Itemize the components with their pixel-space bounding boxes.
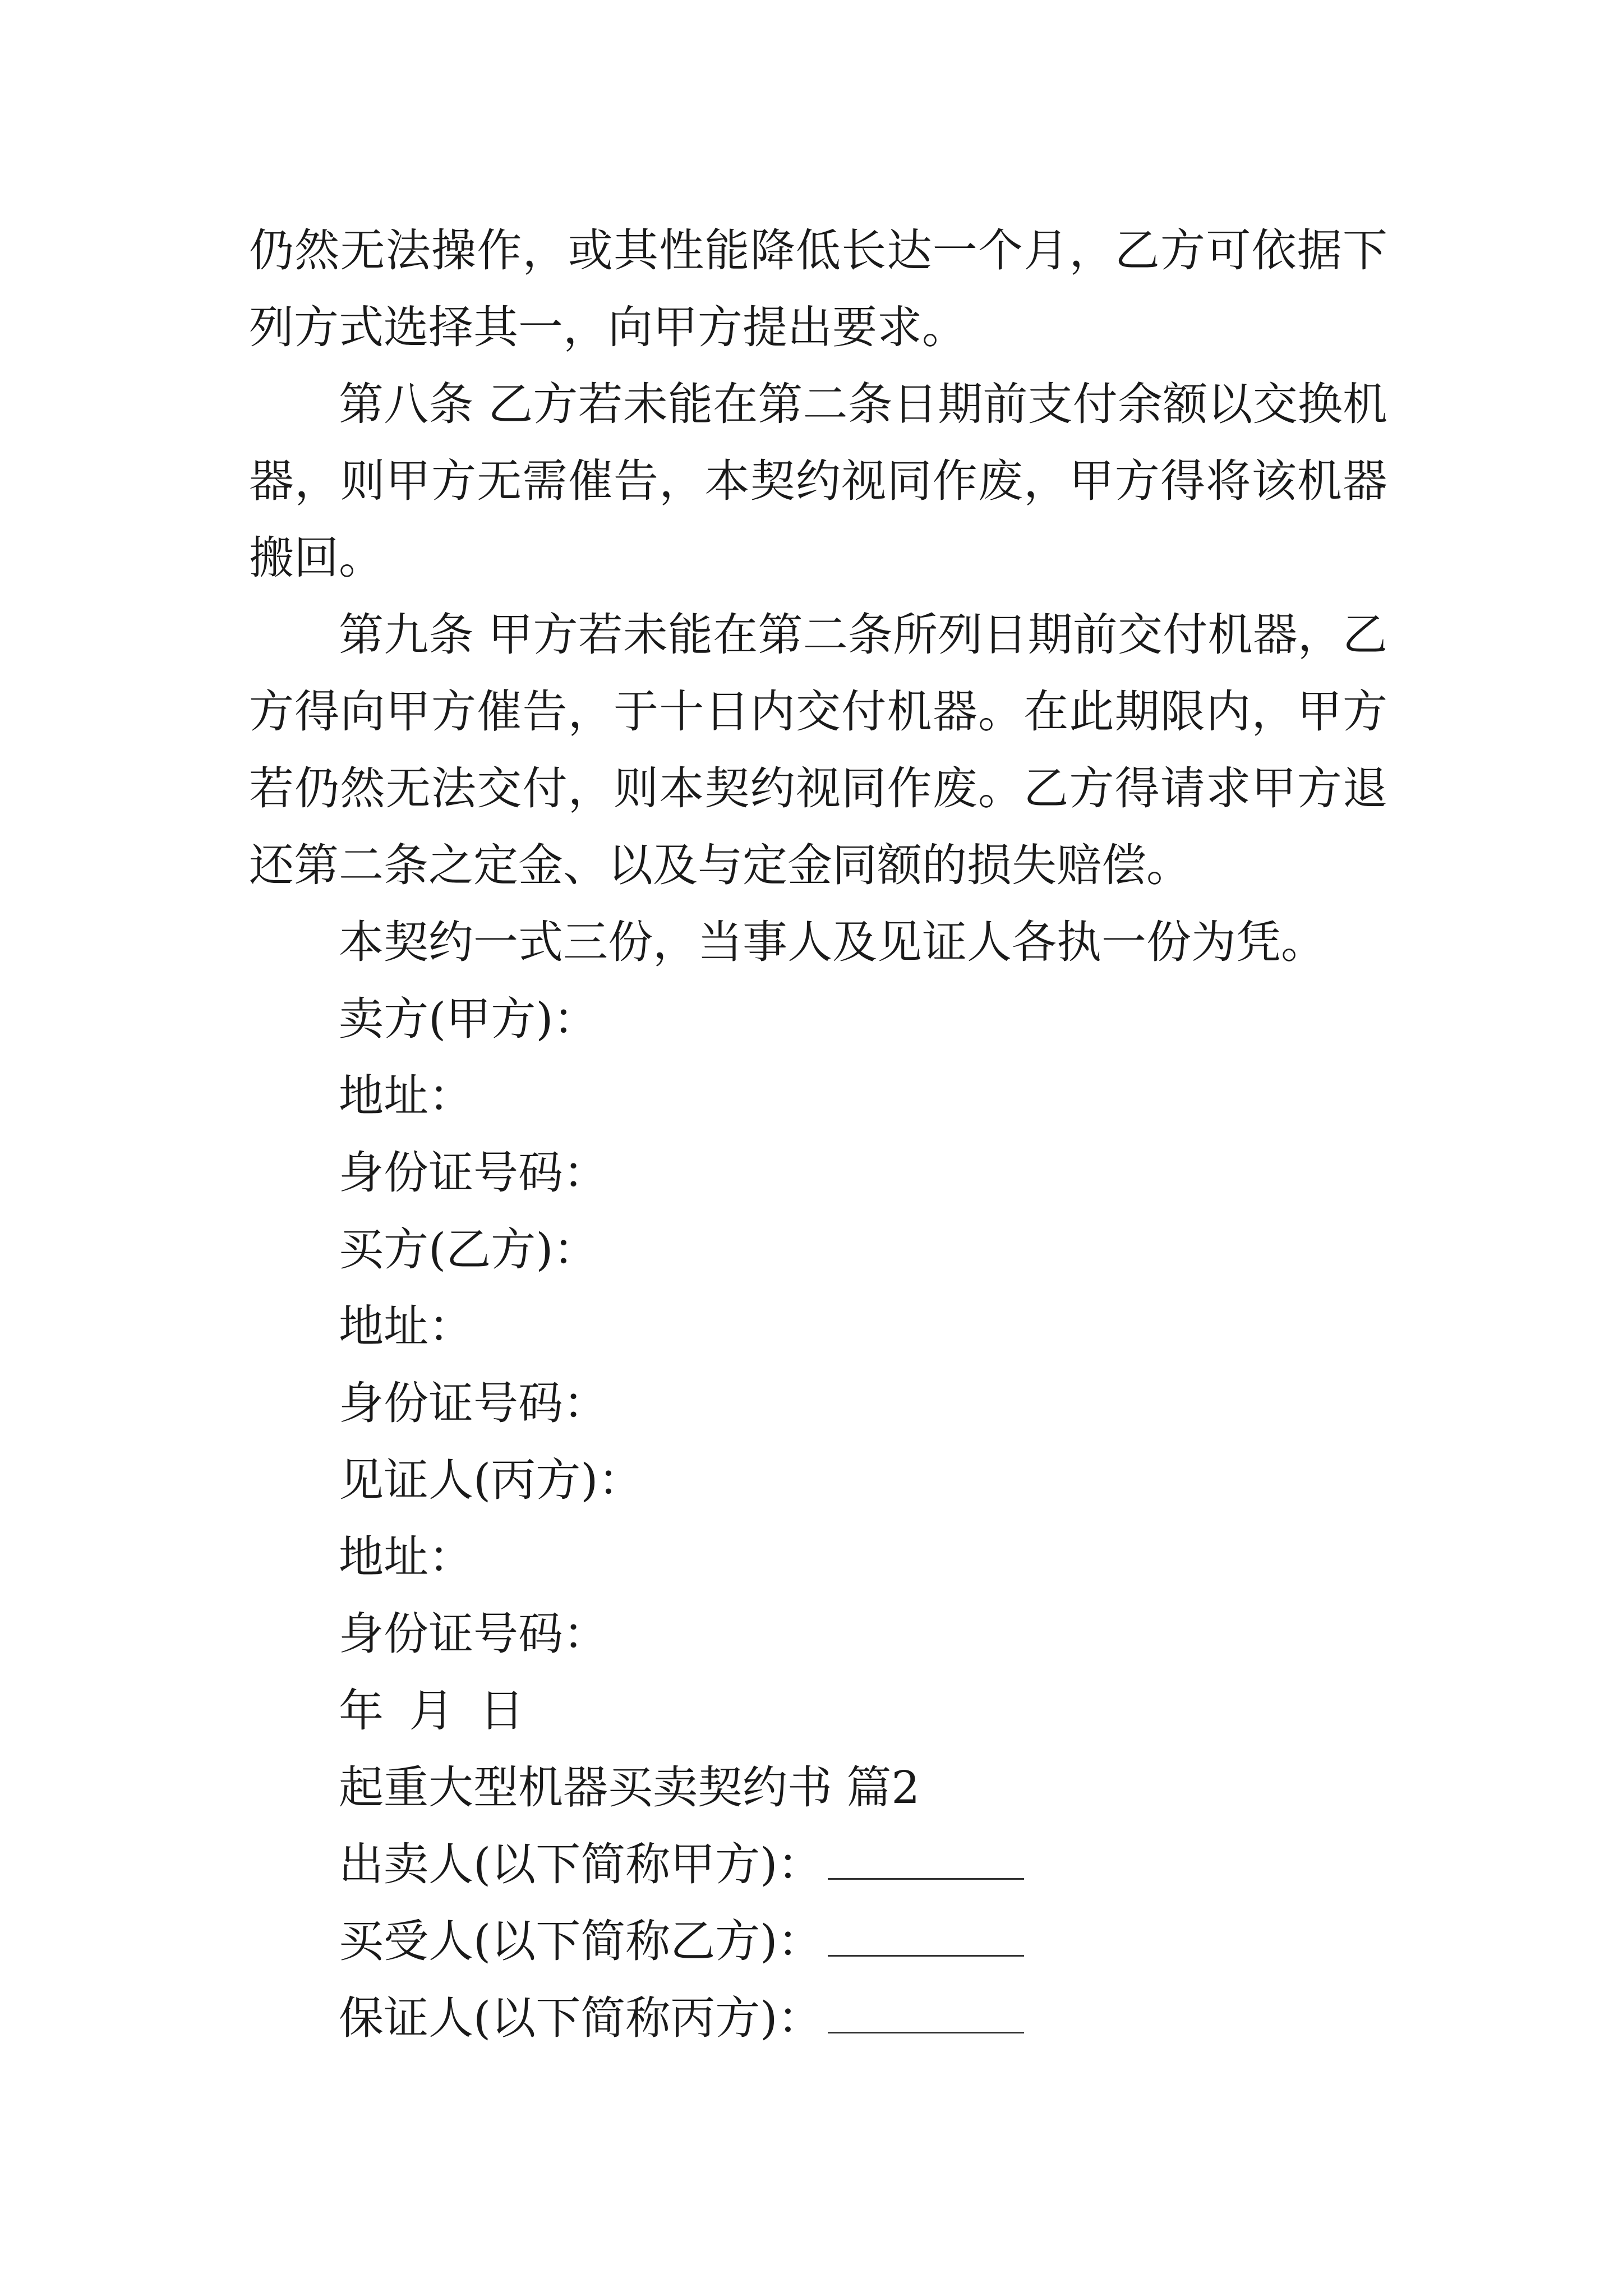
paragraph-continuation: 仍然无法操作，或其性能降低长达一个月，乙方可依据下列方式选择其一，向甲方提出要求。 (249, 224, 1387, 353)
party-b-blank (828, 1910, 1024, 1957)
seller-address-label: 地址： (339, 1070, 473, 1122)
party-b-label: 买受人(以下简称乙方)： (339, 1915, 823, 1967)
buyer-id-label: 身份证号码： (339, 1377, 608, 1429)
party-c-blank (828, 1987, 1024, 2033)
document-body (249, 212, 1387, 2056)
seller-id-label: 身份证号码： (339, 1147, 608, 1199)
party-a-blank (828, 1833, 1024, 1880)
party-c-row (249, 1980, 1387, 2056)
party-c-label: 保证人(以下简称丙方)： (339, 1992, 823, 2044)
buyer-label: 买方(乙方)： (339, 1223, 598, 1276)
witness-address-label: 地址： (339, 1531, 473, 1583)
closing-statement: 本契约一式三份，当事人及见证人各执一份为凭。 (339, 916, 1326, 968)
witness-label: 见证人(丙方)： (339, 1454, 643, 1506)
party-a-label: 出卖人(以下简称甲方)： (339, 1838, 823, 1890)
seller-label: 卖方(甲方)： (339, 993, 598, 1045)
party-a-row (249, 1826, 1387, 1903)
buyer-address-label: 地址： (339, 1300, 473, 1352)
date-line: 年 月 日 (339, 1685, 524, 1737)
paragraph-article-8: 第八条 乙方若未能在第二条日期前支付余额以交换机器，则甲方无需催告，本契约视同作废，甲方得将该机器搬回。 (249, 378, 1387, 584)
section-2-title: 起重大型机器买卖契约书 篇2 (339, 1761, 920, 1814)
party-b-row (249, 1903, 1387, 1980)
witness-id-label: 身份证号码： (339, 1608, 608, 1660)
paragraph-article-9: 第九条 甲方若未能在第二条所列日期前交付机器，乙方得向甲方催告，于十日内交付机器。在此期限内，甲方若仍然无法交付，则本契约视同作废。乙方得请求甲方退还第二条之定金、以及与定金同额的损失赔偿。 (249, 609, 1387, 891)
